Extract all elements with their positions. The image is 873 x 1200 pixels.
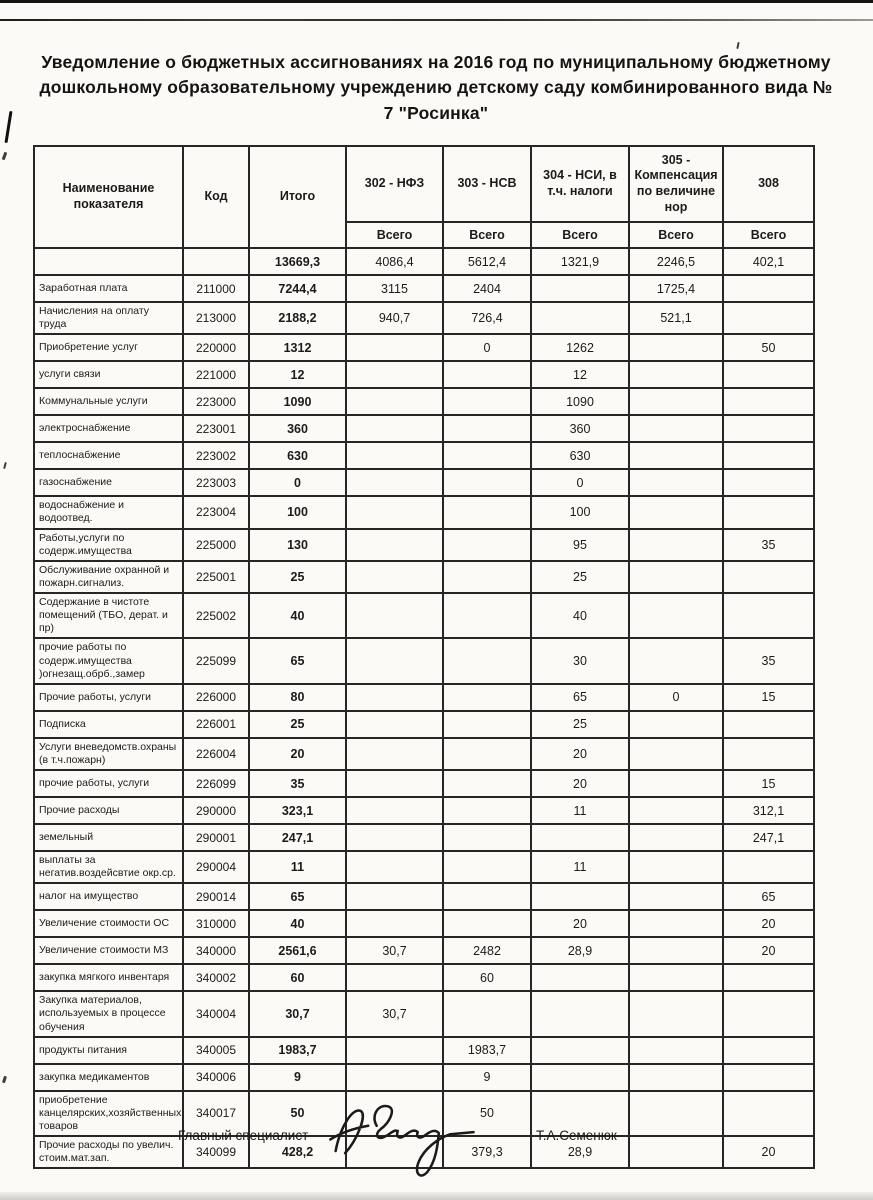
row-value [629,638,723,683]
row-name: Прочие расходы по увелич. стоим.мат.зап. [34,1136,183,1168]
table-row [34,415,814,442]
row-code: 340002 [183,964,249,991]
row-value [629,1064,723,1091]
row-total: 25 [249,711,346,738]
row-value [346,910,443,937]
row-value [443,469,531,496]
row-value [723,1091,814,1136]
row-code: 223002 [183,442,249,469]
table-row [34,883,814,910]
table-row [34,442,814,469]
row-name: Увеличение стоимости ОС [34,910,183,937]
table-row [34,361,814,388]
footer-role: Главный специалист [178,1128,309,1143]
table-row [34,964,814,991]
column-header: Наименование показателя [34,146,183,248]
table-row [34,991,814,1036]
row-name: закупка медикаментов [34,1064,183,1091]
row-value: 2246,5 [629,248,723,275]
row-value [629,529,723,561]
row-value [723,302,814,334]
row-value [346,442,443,469]
row-value [723,496,814,528]
row-name: Приобретение услуг [34,334,183,361]
row-value [629,1037,723,1064]
row-value [629,991,723,1036]
row-value [723,991,814,1036]
row-value [443,851,531,883]
table-row [34,275,814,302]
row-value [443,442,531,469]
row-name: Прочие расходы [34,797,183,824]
row-total: 2188,2 [249,302,346,334]
column-header: Код [183,146,249,248]
row-value [629,711,723,738]
row-value [629,469,723,496]
row-value: 25 [531,561,629,593]
row-total: 7244,4 [249,275,346,302]
row-code: 225001 [183,561,249,593]
row-code: 223004 [183,496,249,528]
column-header: Итого [249,146,346,248]
row-value: 12 [531,361,629,388]
row-value: 1321,9 [531,248,629,275]
row-value [346,593,443,638]
table-row [34,496,814,528]
row-value [346,415,443,442]
row-value [723,1037,814,1064]
row-code: 226001 [183,711,249,738]
row-value [346,684,443,711]
row-value [346,824,443,851]
row-value [443,910,531,937]
row-value [531,964,629,991]
row-value [346,469,443,496]
row-value [629,1091,723,1136]
row-total: 40 [249,910,346,937]
row-value [346,883,443,910]
row-value [346,361,443,388]
row-total: 9 [249,1064,346,1091]
row-value [723,275,814,302]
row-value [531,1037,629,1064]
row-total: 247,1 [249,824,346,851]
row-code: 225099 [183,638,249,683]
table-row [34,1064,814,1091]
table-row [34,334,814,361]
row-code: 213000 [183,302,249,334]
scan-artifact [2,1076,7,1084]
row-name: услуги связи [34,361,183,388]
row-value: 312,1 [723,797,814,824]
table-row [34,529,814,561]
row-value: 28,9 [531,1136,629,1168]
row-value [629,937,723,964]
column-subheader: Всего [723,222,814,248]
row-total: 20 [249,738,346,770]
table-row [34,851,814,883]
row-value [346,851,443,883]
row-value [723,711,814,738]
row-name: прочие работы по содерж.имущества )огнезащ.обрб.,замер [34,638,183,683]
row-value: 11 [531,851,629,883]
row-value [629,361,723,388]
row-value: 4086,4 [346,248,443,275]
row-name: прочие работы, услуги [34,770,183,797]
row-value: 2404 [443,275,531,302]
row-value [723,442,814,469]
row-total: 323,1 [249,797,346,824]
row-total: 65 [249,638,346,683]
row-value: 15 [723,684,814,711]
row-name: Закупка материалов, используемых в процессе обучения [34,991,183,1036]
row-value: 2482 [443,937,531,964]
row-value: 60 [443,964,531,991]
row-value [443,415,531,442]
row-value: 95 [531,529,629,561]
row-value [723,851,814,883]
row-code: 290001 [183,824,249,851]
table-row [34,824,814,851]
row-value: 30,7 [346,937,443,964]
row-value [629,797,723,824]
row-value [629,442,723,469]
row-value [531,883,629,910]
footer-signer: Т.А.Семенюк [536,1128,617,1143]
row-value: 1090 [531,388,629,415]
row-value [346,334,443,361]
row-value [443,638,531,683]
row-name [34,248,183,275]
row-value: 20 [531,910,629,937]
row-name: водоснабжение и водоотвед. [34,496,183,528]
table-row [34,910,814,937]
budget-table [33,145,815,1169]
row-value: 35 [723,529,814,561]
row-value [629,593,723,638]
table-row [34,797,814,824]
row-code: 223001 [183,415,249,442]
row-value: 1262 [531,334,629,361]
row-name: продукты питания [34,1037,183,1064]
row-value [443,770,531,797]
row-total: 630 [249,442,346,469]
row-value: 247,1 [723,824,814,851]
row-value: 100 [531,496,629,528]
row-value [531,302,629,334]
row-value [629,334,723,361]
row-value: 379,3 [443,1136,531,1168]
row-total: 60 [249,964,346,991]
row-value: 3115 [346,275,443,302]
row-total: 11 [249,851,346,883]
scan-artifact [736,42,739,49]
scan-artifact-line [0,19,873,21]
column-header: 304 - НСИ, в т.ч. налоги [531,146,629,222]
row-value [531,275,629,302]
row-total: 50 [249,1091,346,1136]
row-value [443,529,531,561]
row-value: 20 [723,937,814,964]
row-value [629,496,723,528]
row-code: 340099 [183,1136,249,1168]
row-value [346,1037,443,1064]
row-name: газоснабжение [34,469,183,496]
row-value: 28,9 [531,937,629,964]
row-value [629,964,723,991]
row-name: Обслуживание охранной и пожарн.сигнализ. [34,561,183,593]
row-total: 428,2 [249,1136,346,1168]
row-value: 30 [531,638,629,683]
row-value [629,738,723,770]
row-value [346,770,443,797]
row-value [346,797,443,824]
column-header: 305 - Компенсация по величине нор [629,146,723,222]
row-value: 50 [443,1091,531,1136]
table-row [34,684,814,711]
table-row [34,248,814,275]
row-name: Заработная плата [34,275,183,302]
row-value: 20 [723,910,814,937]
table-row [34,638,814,683]
row-value [346,496,443,528]
row-value [443,711,531,738]
row-value [443,496,531,528]
row-code: 340005 [183,1037,249,1064]
budget-table-body [34,248,814,1168]
row-code: 221000 [183,361,249,388]
row-name: теплоснабжение [34,442,183,469]
row-total: 30,7 [249,991,346,1036]
row-value [443,991,531,1036]
row-code: 226004 [183,738,249,770]
row-value [346,388,443,415]
row-value: 50 [723,334,814,361]
row-name: выплаты за негатив.воздейсвтие окр.ср. [34,851,183,883]
row-value [629,851,723,883]
row-value: 20 [531,770,629,797]
row-total: 0 [249,469,346,496]
row-value [443,883,531,910]
scan-top-edge [0,0,873,3]
row-value [629,910,723,937]
row-value [443,388,531,415]
scan-artifact [3,462,7,469]
row-total: 1312 [249,334,346,361]
table-row [34,388,814,415]
column-header: 303 - НСВ [443,146,531,222]
row-value [629,883,723,910]
table-row [34,711,814,738]
row-name: Услуги вневедомств.охраны (в т.ч.пожарн) [34,738,183,770]
row-code: 340004 [183,991,249,1036]
row-code [183,248,249,275]
row-name: Коммунальные услуги [34,388,183,415]
row-value: 0 [443,334,531,361]
row-value: 20 [723,1136,814,1168]
table-row [34,770,814,797]
row-total: 360 [249,415,346,442]
row-code: 340006 [183,1064,249,1091]
row-value: 20 [531,738,629,770]
row-code: 225002 [183,593,249,638]
row-code: 225000 [183,529,249,561]
row-value [346,561,443,593]
row-value: 630 [531,442,629,469]
row-name: электроснабжение [34,415,183,442]
row-total: 65 [249,883,346,910]
row-code: 340017 [183,1091,249,1136]
row-name: Содержание в чистоте помещений (ТБО, дерат. и пр) [34,593,183,638]
row-code: 290000 [183,797,249,824]
scan-artifact [2,152,8,161]
row-code: 223000 [183,388,249,415]
row-code: 223003 [183,469,249,496]
row-value [443,738,531,770]
row-value [629,388,723,415]
signature [318,1090,488,1190]
row-value: 35 [723,638,814,683]
row-value [531,824,629,851]
table-row [34,1037,814,1064]
row-value: 11 [531,797,629,824]
row-name: Подписка [34,711,183,738]
row-total: 12 [249,361,346,388]
row-value: 1983,7 [443,1037,531,1064]
table-row [34,937,814,964]
row-code: 310000 [183,910,249,937]
row-value: 521,1 [629,302,723,334]
row-total: 80 [249,684,346,711]
row-value: 360 [531,415,629,442]
row-value: 15 [723,770,814,797]
row-name: Начисления на оплату труда [34,302,183,334]
row-value [346,964,443,991]
row-value [443,361,531,388]
table-row [34,469,814,496]
row-value: 9 [443,1064,531,1091]
row-name: закупка мягкого инвентаря [34,964,183,991]
row-value [346,711,443,738]
row-value [531,991,629,1036]
row-value [443,797,531,824]
row-name: земельный [34,824,183,851]
row-total: 130 [249,529,346,561]
row-value: 65 [723,883,814,910]
row-total: 1090 [249,388,346,415]
budget-table-head [34,146,814,248]
column-subheader: Всего [629,222,723,248]
row-value [723,1064,814,1091]
row-code: 226099 [183,770,249,797]
table-row [34,302,814,334]
row-code: 340000 [183,937,249,964]
row-name: налог на имущество [34,883,183,910]
row-total: 40 [249,593,346,638]
row-value [723,469,814,496]
row-value [723,593,814,638]
row-value [629,1136,723,1168]
row-value [723,415,814,442]
row-value [443,684,531,711]
row-value [443,593,531,638]
row-code: 211000 [183,275,249,302]
table-row [34,738,814,770]
row-value [723,964,814,991]
row-value: 726,4 [443,302,531,334]
row-total: 35 [249,770,346,797]
row-name: Прочие работы, услуги [34,684,183,711]
row-value: 65 [531,684,629,711]
row-total: 100 [249,496,346,528]
row-total: 25 [249,561,346,593]
row-value: 0 [531,469,629,496]
column-subheader: Всего [346,222,443,248]
scan-bottom-edge [0,1192,873,1200]
row-value [723,561,814,593]
row-code: 290004 [183,851,249,883]
row-value [346,1064,443,1091]
row-value [629,824,723,851]
document-title: Уведомление о бюджетных ассигнованиях на 2016 год по муниципальному бюджетному дошкольному образовательному учреждению детскому саду комбинированного вида № 7 "Росинка" [39,52,833,123]
row-total: 1983,7 [249,1037,346,1064]
row-value [629,415,723,442]
row-value: 25 [531,711,629,738]
row-value: 402,1 [723,248,814,275]
row-value: 30,7 [346,991,443,1036]
scan-artifact-slash [5,111,13,143]
row-total: 2561,6 [249,937,346,964]
table-row [34,561,814,593]
row-value: 940,7 [346,302,443,334]
row-name: Увеличение стоимости МЗ [34,937,183,964]
column-header: 302 - НФЗ [346,146,443,222]
row-value [346,738,443,770]
row-name: Работы,услуги по содерж.имущества [34,529,183,561]
column-header: 308 [723,146,814,222]
row-value [443,561,531,593]
column-subheader: Всего [443,222,531,248]
row-code: 290014 [183,883,249,910]
row-code: 226000 [183,684,249,711]
row-total: 13669,3 [249,248,346,275]
row-value [443,824,531,851]
row-value [629,561,723,593]
row-value [346,529,443,561]
table-row [34,593,814,638]
row-value [723,388,814,415]
row-value: 40 [531,593,629,638]
row-value: 1725,4 [629,275,723,302]
row-value [723,738,814,770]
row-value [723,361,814,388]
row-value: 0 [629,684,723,711]
row-value [531,1064,629,1091]
row-value [346,638,443,683]
row-value: 5612,4 [443,248,531,275]
row-code: 220000 [183,334,249,361]
column-subheader: Всего [531,222,629,248]
row-value [629,770,723,797]
row-name: приобретение канцелярских,хозяйственных товаров [34,1091,183,1136]
